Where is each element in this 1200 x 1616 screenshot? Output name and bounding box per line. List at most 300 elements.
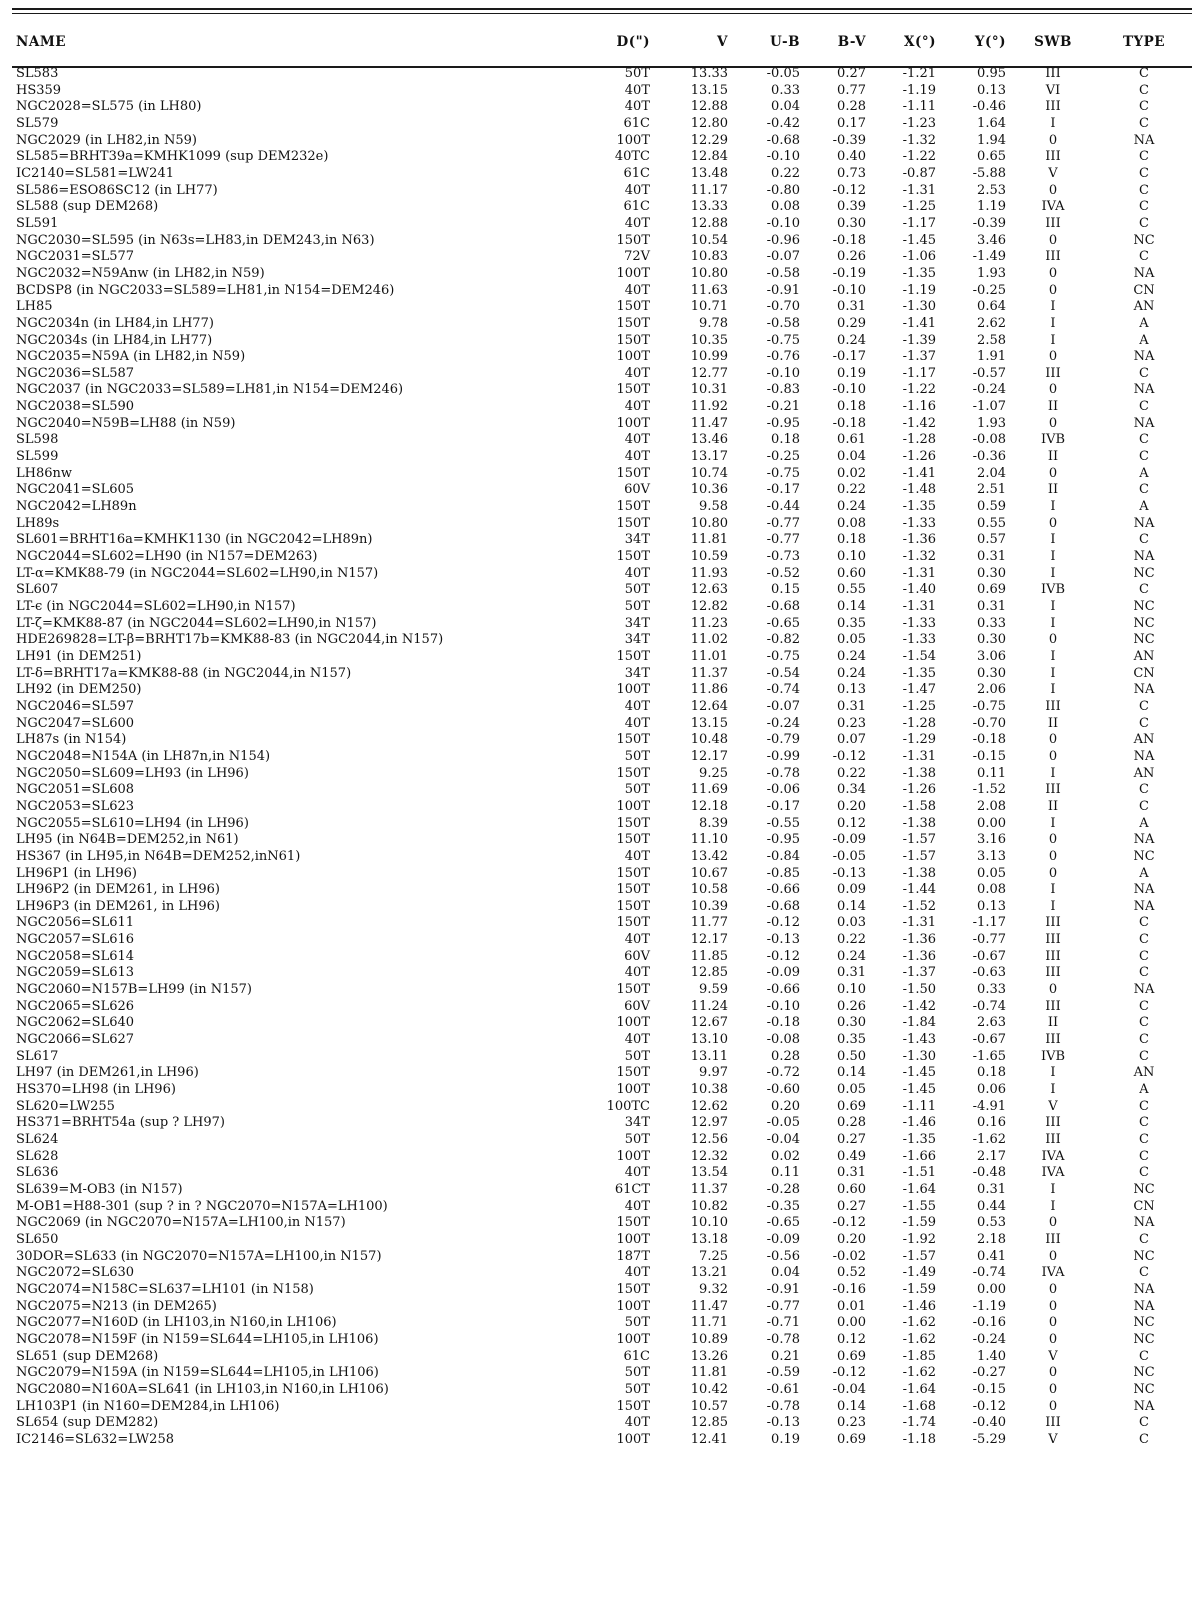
cell-u-b: -0.96 [766, 232, 800, 248]
cell-v-magnitude: 10.67 [690, 865, 728, 881]
cell-swb: I [1050, 615, 1056, 631]
cell-b-v: 0.01 [837, 1298, 866, 1314]
cell-diameter: 34T [624, 1115, 650, 1131]
cell-name: SL650 [16, 1231, 59, 1247]
cell-b-v: 0.14 [837, 1398, 866, 1414]
cell-u-b: -0.75 [766, 332, 800, 348]
cell-x-deg: -1.39 [902, 332, 936, 348]
cell-diameter: 100T [616, 682, 650, 698]
cell-b-v: 0.17 [837, 115, 866, 131]
cell-name: SL598 [16, 432, 59, 448]
cell-type: NA [1133, 132, 1155, 148]
cell-b-v: 0.10 [837, 549, 866, 565]
cell-name: SL654 (sup DEM282) [16, 1415, 159, 1431]
cell-name: LT-ζ=KMK88-87 (in NGC2044=SL602=LH90,in N157) [16, 615, 377, 631]
cell-name: HS371=BRHT54a (sup ? LH97) [16, 1115, 225, 1131]
cell-u-b: -0.78 [766, 1398, 800, 1414]
cell-b-v: 0.05 [837, 632, 866, 648]
cell-u-b: -0.05 [766, 1115, 800, 1131]
cell-swb: I [1050, 1181, 1056, 1197]
cell-b-v: 0.39 [837, 199, 866, 215]
cell-u-b: -0.68 [766, 599, 800, 614]
cell-u-b: -0.66 [766, 982, 800, 998]
cell-name: NGC2078=N159F (in N159=SL644=LH105,in LH106) [16, 1331, 379, 1347]
cell-swb: I [1050, 299, 1056, 315]
cell-b-v: 0.07 [837, 732, 866, 748]
cell-type: NC [1133, 599, 1155, 614]
cell-y-deg: 0.95 [977, 66, 1006, 81]
table-row [12, 1015, 1192, 1032]
cell-diameter: 61C [623, 1348, 650, 1364]
cell-swb: I [1050, 815, 1056, 831]
cell-type: C [1139, 149, 1149, 165]
cell-y-deg: -0.24 [972, 1331, 1006, 1347]
cell-v-magnitude: 11.93 [690, 565, 728, 581]
cell-diameter: 100T [616, 349, 650, 365]
cell-x-deg: -1.62 [902, 1365, 936, 1381]
cell-diameter: 50T [624, 1365, 650, 1381]
cell-type: NC [1133, 848, 1155, 864]
cell-type: C [1139, 1231, 1149, 1247]
cell-diameter: 40T [624, 1415, 650, 1431]
cell-b-v: 0.61 [837, 432, 866, 448]
cell-x-deg: -1.57 [902, 1248, 936, 1264]
cell-diameter: 40T [624, 715, 650, 731]
cell-type: C [1139, 82, 1149, 98]
cell-v-magnitude: 11.86 [690, 682, 728, 698]
cell-diameter: 34T [624, 532, 650, 548]
cell-name: NGC2058=SL614 [16, 948, 135, 964]
cell-x-deg: -1.59 [902, 1215, 936, 1231]
table-row [12, 915, 1192, 932]
cell-diameter: 40T [624, 1165, 650, 1181]
cell-type: C [1139, 1032, 1149, 1048]
cell-y-deg: 3.46 [977, 232, 1006, 248]
cell-b-v: 0.69 [837, 1348, 866, 1364]
cell-x-deg: -1.47 [902, 682, 936, 698]
cell-v-magnitude: 7.25 [699, 1248, 728, 1264]
cell-v-magnitude: 10.99 [690, 349, 728, 365]
header-v-magnitude: V [717, 34, 728, 50]
cell-x-deg: -1.42 [902, 415, 936, 431]
cell-diameter: 100T [616, 798, 650, 814]
cell-v-magnitude: 11.85 [690, 948, 728, 964]
cell-v-magnitude: 12.85 [690, 1415, 728, 1431]
table-row [12, 666, 1192, 683]
cell-b-v: 0.03 [837, 915, 866, 931]
cell-y-deg: -5.88 [972, 165, 1006, 181]
header-name: NAME [16, 34, 67, 50]
cell-b-v: -0.10 [832, 382, 866, 398]
cell-diameter: 61CT [614, 1181, 650, 1197]
cell-diameter: 40T [624, 82, 650, 98]
table-row [12, 99, 1192, 116]
table-row [12, 849, 1192, 866]
cell-x-deg: -1.38 [902, 765, 936, 781]
cell-name: NGC2080=N160A=SL641 (in LH103,in N160,in LH106) [16, 1381, 389, 1397]
table-row [12, 1115, 1192, 1132]
cell-u-b: -0.17 [766, 482, 800, 498]
cell-diameter: 150T [616, 332, 650, 348]
cell-name: NGC2036=SL587 [16, 365, 135, 381]
cell-u-b: -0.75 [766, 465, 800, 481]
cell-type: NA [1133, 1281, 1155, 1297]
cell-swb: IVA [1041, 1265, 1065, 1281]
cell-y-deg: 0.30 [977, 565, 1006, 581]
cell-u-b: -0.79 [766, 732, 800, 748]
cell-y-deg: -0.12 [972, 1398, 1006, 1414]
cell-y-deg: -0.63 [972, 965, 1006, 981]
cell-swb: III [1045, 948, 1061, 964]
cell-swb: I [1050, 499, 1056, 515]
table-row [12, 64, 1192, 83]
cell-swb: 0 [1048, 748, 1058, 764]
cell-type: C [1139, 432, 1149, 448]
cell-y-deg: 0.30 [977, 665, 1006, 681]
cell-swb: 0 [1048, 182, 1058, 198]
cell-u-b: -0.55 [766, 815, 800, 831]
cell-name: LT-ϵ (in NGC2044=SL602=LH90,in N157) [16, 599, 296, 614]
cell-x-deg: -1.28 [902, 432, 936, 448]
cell-x-deg: -1.84 [902, 1015, 936, 1031]
cell-swb: III [1045, 365, 1061, 381]
cell-x-deg: -1.35 [902, 499, 936, 515]
table-row [12, 432, 1192, 449]
cell-name: IC2140=SL581=LW241 [16, 165, 174, 181]
cell-b-v: -0.04 [832, 1381, 866, 1397]
cell-v-magnitude: 12.80 [690, 115, 728, 131]
cell-x-deg: -1.33 [902, 515, 936, 531]
cell-y-deg: 0.08 [977, 882, 1006, 898]
cell-diameter: 40T [624, 182, 650, 198]
cell-y-deg: 0.44 [977, 1198, 1006, 1214]
cell-x-deg: -1.31 [902, 599, 936, 614]
cell-swb: 0 [1048, 732, 1058, 748]
table-row [12, 1099, 1192, 1116]
cell-b-v: -0.18 [832, 415, 866, 431]
cell-y-deg: -1.65 [972, 1048, 1006, 1064]
cell-v-magnitude: 10.10 [690, 1215, 728, 1231]
cell-swb: 0 [1048, 265, 1058, 281]
cell-diameter: 50T [624, 1315, 650, 1331]
cell-v-magnitude: 11.81 [690, 1365, 728, 1381]
cell-b-v: 0.50 [837, 1048, 866, 1064]
cell-v-magnitude: 10.39 [690, 898, 728, 914]
header-row [12, 20, 1192, 64]
cell-type: C [1139, 948, 1149, 964]
cell-x-deg: -1.26 [902, 449, 936, 465]
cell-type: AN [1133, 1065, 1155, 1081]
cell-swb: III [1045, 66, 1061, 81]
cell-y-deg: -0.27 [972, 1365, 1006, 1381]
cell-name: LH86nw [16, 465, 73, 481]
cell-type: NA [1133, 515, 1155, 531]
table-row [12, 749, 1192, 766]
cell-diameter: 40T [624, 215, 650, 231]
cell-name: SL639=M-OB3 (in N157) [16, 1181, 183, 1197]
cell-type: C [1139, 582, 1149, 598]
table-row [12, 1282, 1192, 1299]
cell-v-magnitude: 12.62 [690, 1098, 728, 1114]
cell-y-deg: 1.93 [977, 265, 1006, 281]
cell-diameter: 34T [624, 632, 650, 648]
cell-b-v: 0.73 [837, 165, 866, 181]
table-header [12, 20, 1192, 64]
header-type: TYPE [1122, 34, 1166, 50]
cell-b-v: 0.40 [837, 149, 866, 165]
table-row [12, 366, 1192, 383]
cell-u-b: -0.10 [766, 215, 800, 231]
cell-swb: 0 [1048, 132, 1058, 148]
cell-x-deg: -1.25 [902, 199, 936, 215]
cell-b-v: 0.23 [837, 715, 866, 731]
cell-v-magnitude: 8.39 [699, 815, 728, 831]
cell-diameter: 50T [624, 582, 650, 598]
cell-type: NA [1133, 349, 1155, 365]
cell-y-deg: -0.40 [972, 1415, 1006, 1431]
cell-y-deg: 2.06 [977, 682, 1006, 698]
cell-name: NGC2056=SL611 [16, 915, 135, 931]
cell-type: NA [1133, 382, 1155, 398]
cell-diameter: 100T [616, 1082, 650, 1098]
cell-y-deg: -0.67 [972, 948, 1006, 964]
cell-diameter: 50T [624, 1048, 650, 1064]
cell-swb: IVA [1041, 1165, 1065, 1181]
cell-v-magnitude: 12.88 [690, 215, 728, 231]
cell-name: SL588 (sup DEM268) [16, 199, 159, 215]
cell-y-deg: -1.49 [972, 249, 1006, 265]
table-row [12, 1365, 1192, 1382]
cell-swb: III [1045, 1132, 1061, 1147]
cell-x-deg: -1.50 [902, 982, 936, 998]
cell-type: CN [1133, 282, 1155, 298]
cell-v-magnitude: 10.42 [690, 1381, 728, 1397]
cell-b-v: 0.24 [837, 499, 866, 515]
cell-b-v: 0.09 [837, 882, 866, 898]
cell-v-magnitude: 11.92 [690, 399, 728, 415]
table-row [12, 699, 1192, 716]
cell-swb: I [1050, 665, 1056, 681]
cell-y-deg: 1.93 [977, 415, 1006, 431]
cell-x-deg: -1.85 [902, 1348, 936, 1364]
table-row [12, 532, 1192, 549]
cell-name: IC2146=SL632=LW258 [16, 1431, 174, 1447]
cell-diameter: 50T [624, 782, 650, 798]
cell-b-v: 0.28 [837, 1115, 866, 1131]
cell-u-b: -0.24 [766, 715, 800, 731]
cell-type: NA [1133, 549, 1155, 565]
cell-type: C [1139, 965, 1149, 981]
cell-type: C [1139, 698, 1149, 714]
cell-diameter: 60V [624, 998, 650, 1014]
cell-u-b: -0.09 [766, 965, 800, 981]
cell-y-deg: -0.15 [972, 1381, 1006, 1397]
cell-swb: I [1050, 682, 1056, 698]
cell-swb: III [1045, 915, 1061, 931]
cell-b-v: 0.26 [837, 249, 866, 265]
cell-type: NC [1133, 1381, 1155, 1397]
cell-name: NGC2034n (in LH84,in LH77) [16, 315, 214, 331]
cell-b-v: 0.69 [837, 1098, 866, 1114]
cell-diameter: 150T [616, 382, 650, 398]
cell-name: LH95 (in N64B=DEM252,in N61) [16, 832, 239, 848]
cell-swb: III [1045, 1231, 1061, 1247]
cell-x-deg: -1.35 [902, 665, 936, 681]
table-row [12, 832, 1192, 849]
cell-x-deg: -1.38 [902, 815, 936, 831]
cell-b-v: -0.12 [832, 748, 866, 764]
cell-x-deg: -1.46 [902, 1298, 936, 1314]
cell-diameter: 50T [624, 1132, 650, 1147]
cell-swb: II [1047, 715, 1059, 731]
cell-diameter: 40T [624, 365, 650, 381]
cell-y-deg: 0.55 [977, 515, 1006, 531]
cell-u-b: -0.80 [766, 182, 800, 198]
cell-b-v: 0.00 [837, 1315, 866, 1331]
cell-swb: III [1045, 965, 1061, 981]
cell-b-v: 0.12 [837, 815, 866, 831]
cell-v-magnitude: 10.82 [690, 1198, 728, 1214]
cell-swb: 0 [1048, 1381, 1058, 1397]
cell-v-magnitude: 11.47 [690, 1298, 728, 1314]
cell-diameter: 100T [616, 1431, 650, 1447]
cell-diameter: 150T [616, 898, 650, 914]
table-row [12, 1265, 1192, 1282]
cell-x-deg: -1.30 [902, 1048, 936, 1064]
cell-type: C [1139, 165, 1149, 181]
cell-y-deg: 3.06 [977, 648, 1006, 664]
cell-u-b: -0.66 [766, 882, 800, 898]
cell-v-magnitude: 11.63 [690, 282, 728, 298]
cell-name: NGC2059=SL613 [16, 965, 135, 981]
cell-y-deg: -0.08 [972, 432, 1006, 448]
cell-v-magnitude: 10.48 [690, 732, 728, 748]
cell-type: C [1139, 798, 1149, 814]
cell-b-v: 0.77 [837, 82, 866, 98]
cell-b-v: 0.26 [837, 998, 866, 1014]
table-row [12, 1082, 1192, 1099]
cell-diameter: 40T [624, 99, 650, 115]
cell-type: C [1139, 782, 1149, 798]
cell-v-magnitude: 10.80 [690, 515, 728, 531]
cell-diameter: 40T [624, 932, 650, 948]
cell-swb: I [1050, 882, 1056, 898]
table-row [12, 866, 1192, 883]
cell-diameter: 61C [623, 165, 650, 181]
cell-b-v: 0.13 [837, 682, 866, 698]
table-row [12, 1249, 1192, 1266]
table-row [12, 999, 1192, 1016]
cell-y-deg: -1.07 [972, 399, 1006, 415]
cell-diameter: 187T [616, 1248, 650, 1264]
cell-v-magnitude: 11.37 [690, 1181, 728, 1197]
table-row [12, 1065, 1192, 1082]
cell-diameter: 34T [624, 665, 650, 681]
cell-u-b: -0.13 [766, 932, 800, 948]
cell-v-magnitude: 13.54 [690, 1165, 728, 1181]
cell-y-deg: -0.25 [972, 282, 1006, 298]
cell-swb: 0 [1048, 232, 1058, 248]
cell-name: LH96P3 (in DEM261, in LH96) [16, 898, 220, 914]
cell-u-b: -0.56 [766, 1248, 800, 1264]
cell-diameter: 150T [616, 815, 650, 831]
cell-v-magnitude: 10.58 [690, 882, 728, 898]
cell-diameter: 150T [616, 732, 650, 748]
cell-u-b: -0.68 [766, 132, 800, 148]
cell-v-magnitude: 10.89 [690, 1331, 728, 1347]
cell-diameter: 100T [616, 265, 650, 281]
header-swb: SWB [1034, 34, 1072, 50]
cell-name: NGC2060=N157B=LH99 (in N157) [16, 982, 252, 998]
cell-v-magnitude: 9.59 [699, 982, 728, 998]
cell-name: NGC2079=N159A (in N159=SL644=LH105,in LH106) [16, 1365, 379, 1381]
cell-v-magnitude: 9.32 [699, 1281, 728, 1297]
cell-name: NGC2037 (in NGC2033=SL589=LH81,in N154=DEM246) [16, 382, 404, 398]
cell-type: NA [1133, 415, 1155, 431]
cell-u-b: -0.42 [766, 115, 800, 131]
cell-type: A [1139, 1082, 1149, 1098]
cell-type: C [1139, 932, 1149, 948]
cell-y-deg: -0.39 [972, 215, 1006, 231]
cell-diameter: 50T [624, 748, 650, 764]
cell-y-deg: 3.13 [977, 848, 1006, 864]
cluster-catalog-table [12, 20, 1192, 1448]
cell-u-b: -0.12 [766, 915, 800, 931]
cell-swb: I [1050, 765, 1056, 781]
cell-u-b: -0.71 [766, 1315, 800, 1331]
cell-x-deg: -1.41 [902, 315, 936, 331]
cell-y-deg: -0.74 [972, 1265, 1006, 1281]
cell-v-magnitude: 13.11 [690, 1048, 728, 1064]
cell-name: NGC2055=SL610=LH94 (in LH96) [16, 815, 249, 831]
cell-u-b: 0.15 [771, 582, 800, 598]
cell-v-magnitude: 10.31 [690, 382, 728, 398]
cell-y-deg: 1.94 [977, 132, 1006, 148]
cell-name: NGC2062=SL640 [16, 1015, 135, 1031]
table-row [12, 382, 1192, 399]
cell-x-deg: -1.52 [902, 898, 936, 914]
cell-y-deg: -0.75 [972, 698, 1006, 714]
cell-x-deg: -1.62 [902, 1331, 936, 1347]
cell-b-v: 0.22 [837, 482, 866, 498]
cell-type: NC [1133, 1181, 1155, 1197]
cell-x-deg: -1.16 [902, 399, 936, 415]
cell-y-deg: -0.74 [972, 998, 1006, 1014]
cell-diameter: 150T [616, 1065, 650, 1081]
cell-name: LH103P1 (in N160=DEM284,in LH106) [16, 1398, 280, 1414]
cell-swb: V [1048, 165, 1058, 181]
cell-y-deg: 0.31 [977, 1181, 1006, 1197]
cell-x-deg: -1.21 [902, 66, 936, 81]
cell-b-v: -0.02 [832, 1248, 866, 1264]
cell-x-deg: -1.51 [902, 1165, 936, 1181]
cell-type: NA [1133, 832, 1155, 848]
table-row [12, 499, 1192, 516]
cell-v-magnitude: 10.35 [690, 332, 728, 348]
table-row [12, 482, 1192, 499]
cell-b-v: -0.10 [832, 282, 866, 298]
cell-u-b: -0.12 [766, 948, 800, 964]
table-row [12, 899, 1192, 916]
cell-v-magnitude: 11.71 [690, 1315, 728, 1331]
cell-b-v: 0.35 [837, 1032, 866, 1048]
cell-x-deg: -1.31 [902, 565, 936, 581]
cell-type: NA [1133, 1215, 1155, 1231]
cell-u-b: -0.77 [766, 1298, 800, 1314]
cell-diameter: 150T [616, 315, 650, 331]
cell-name: NGC2046=SL597 [16, 698, 135, 714]
cell-diameter: 150T [616, 832, 650, 848]
